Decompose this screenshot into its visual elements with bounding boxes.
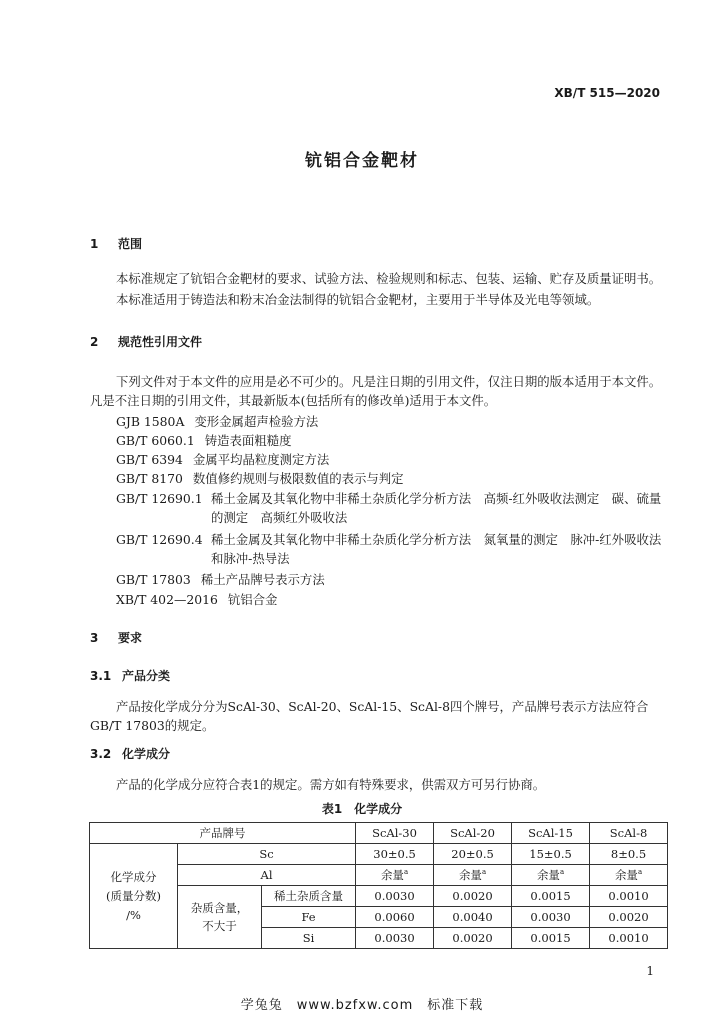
impurity-label: 不大于 [202, 919, 237, 933]
composition-label: /% [126, 907, 141, 922]
page-number: 1 [646, 964, 654, 978]
section-title: 要求 [118, 631, 143, 645]
chemical-composition-table [89, 822, 668, 949]
section-number: 3.2 [90, 747, 112, 761]
row-label-cell: Sc [178, 844, 356, 865]
reference-title: 数值修约规则与极限数值的表示与判定 [192, 471, 404, 486]
reference-title: 钪铝合金 [227, 592, 278, 607]
section-number: 1 [90, 237, 99, 251]
reference-item [116, 570, 325, 589]
section-number: 3 [90, 631, 99, 645]
reference-code: GB/T 12690.4 [116, 532, 203, 547]
reference-item [116, 590, 277, 609]
footnote-marker: a [403, 868, 409, 877]
value-cell: 0.0020 [434, 928, 512, 949]
value-cell: 0.0030 [512, 907, 590, 928]
grade-cell: ScAl-8 [590, 823, 668, 844]
footnote-marker: a [481, 868, 487, 877]
value-cell [512, 865, 590, 886]
reference-title: 铸造表面粗糙度 [204, 433, 292, 448]
reference-title: 稀土产品牌号表示方法 [200, 572, 325, 587]
table-caption: 表1 化学成分 [321, 802, 403, 816]
reference-title: 金属平均晶粒度测定方法 [192, 452, 330, 467]
section-title: 化学成分 [122, 747, 171, 761]
standard-code: XB/T 515—2020 [554, 86, 660, 100]
section-3-1-heading [90, 667, 170, 684]
footnote-marker: a [637, 868, 643, 877]
reference-item [116, 489, 668, 527]
section-3-2-paragraph: 产品的化学成分应符合表1的规定。需方如有特殊要求，供需双方可另行协商。 [116, 777, 546, 792]
value-cell: 0.0020 [590, 907, 668, 928]
section-title: 规范性引用文件 [118, 335, 203, 349]
impurity-group-cell [178, 886, 262, 949]
section-3-heading [90, 629, 142, 646]
row-label-cell: Fe [262, 907, 356, 928]
reference-code: GB/T 6060.1 [116, 433, 195, 448]
value-cell [356, 865, 434, 886]
grade-cell: ScAl-20 [434, 823, 512, 844]
row-label-cell: Si [262, 928, 356, 949]
composition-label: 化学成分 [110, 869, 157, 884]
value-text: 余量 [380, 868, 404, 882]
value-cell: 0.0060 [356, 907, 434, 928]
table-header-row [90, 823, 668, 844]
section-number: 2 [90, 335, 99, 349]
reference-item [116, 469, 404, 488]
section-title: 范围 [118, 237, 143, 251]
value-text: 余量 [458, 868, 482, 882]
value-text: 余量 [614, 868, 638, 882]
reference-code: GB/T 12690.1 [116, 491, 203, 506]
section-1-paragraph-1: 本标准规定了钪铝合金靶材的要求、试验方法、检验规则和标志、包装、运输、贮存及质量证明书。 [116, 271, 662, 286]
reference-code: GB/T 17803 [116, 572, 191, 587]
value-cell: 0.0020 [434, 886, 512, 907]
row-label-cell: Al [178, 865, 356, 886]
value-cell: 0.0030 [356, 928, 434, 949]
value-cell: 15±0.5 [512, 844, 590, 865]
reference-item [116, 530, 668, 568]
value-cell: 30±0.5 [356, 844, 434, 865]
value-cell [590, 865, 668, 886]
value-cell: 0.0015 [512, 886, 590, 907]
brand-header-cell: 产品牌号 [90, 823, 356, 844]
section-number: 3.1 [90, 669, 112, 683]
reference-title: 稀土金属及其氧化物中非稀土杂质化学分析方法 高频-红外吸收法测定 碳、硫量的测定 高频红外吸收法 [211, 491, 662, 525]
reference-code: GB/T 8170 [116, 471, 183, 486]
reference-title: 变形金属超声检验方法 [194, 414, 319, 429]
value-cell: 0.0015 [512, 928, 590, 949]
value-cell: 0.0040 [434, 907, 512, 928]
grade-cell: ScAl-30 [356, 823, 434, 844]
value-cell: 20±0.5 [434, 844, 512, 865]
section-2-heading [90, 333, 202, 350]
section-1-heading [90, 235, 142, 252]
reference-item [116, 450, 329, 469]
reference-code: XB/T 402—2016 [116, 592, 218, 607]
section-2-intro: 下列文件对于本文件的应用是必不可少的。凡是注日期的引用文件，仅注日期的版本适用于本文件。凡是不注日期的引用文件，其最新版本(包括所有的修改单)适用于本文件。 [90, 374, 662, 408]
reference-item [116, 431, 291, 450]
row-label-cell: 稀土杂质含量 [262, 886, 356, 907]
composition-label: (质量分数) [106, 888, 161, 903]
value-cell: 0.0010 [590, 886, 668, 907]
impurity-label: 杂质含量， [190, 901, 249, 915]
section-3-1-paragraph: 产品按化学成分分为ScAl-30、ScAl-20、ScAl-15、ScAl-8四个牌号，产品牌号表示方法应符合GB/T 17803的规定。 [90, 699, 649, 733]
section-title: 产品分类 [122, 669, 171, 683]
reference-item [116, 412, 318, 431]
section-1-paragraph-2: 本标准适用于铸造法和粉末冶金法制得的钪铝合金靶材，主要用于半导体及光电等领域。 [116, 292, 600, 307]
grade-cell: ScAl-15 [512, 823, 590, 844]
value-text: 余量 [536, 868, 560, 882]
composition-group-cell [90, 844, 178, 949]
reference-code: GJB 1580A [116, 414, 185, 429]
reference-code: GB/T 6394 [116, 452, 183, 467]
footnote-marker: a [559, 868, 565, 877]
site-watermark-footer: 学兔兔 www.bzfxw.com 标准下载 [240, 998, 484, 1013]
section-3-2-heading [90, 745, 170, 762]
value-cell [434, 865, 512, 886]
reference-title: 稀土金属及其氧化物中非稀土杂质化学分析方法 氮氧量的测定 脉冲-红外吸收法和脉冲-热导法 [211, 532, 662, 566]
value-cell: 8±0.5 [590, 844, 668, 865]
value-cell: 0.0030 [356, 886, 434, 907]
table-row [90, 844, 668, 865]
document-title: 钪铝合金靶材 [305, 151, 419, 171]
value-cell: 0.0010 [590, 928, 668, 949]
